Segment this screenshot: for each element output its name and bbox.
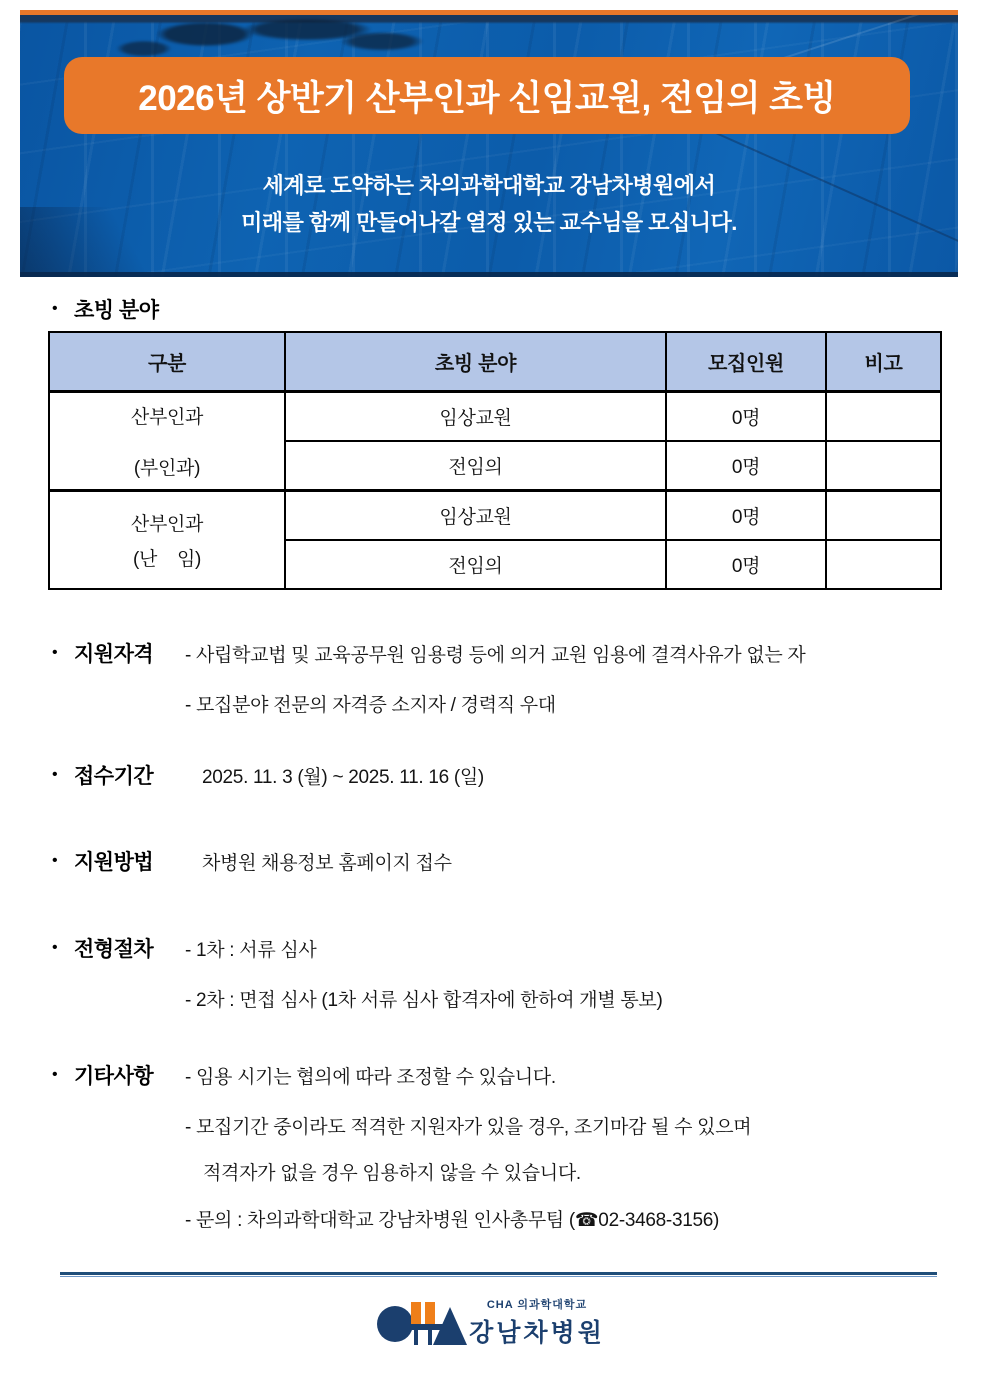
how-to-apply-value: 차병원 채용정보 홈페이지 접수 xyxy=(202,853,452,874)
cha-logo-icon xyxy=(377,1298,457,1348)
category-cell-infertility xyxy=(49,491,285,590)
col-header-category: 구분 xyxy=(49,332,285,392)
headcount-cell: 0명 xyxy=(666,491,826,541)
field-cell: 임상교원 xyxy=(285,491,666,541)
poster-subtitle xyxy=(20,167,958,241)
recruit-table xyxy=(48,331,942,590)
other-notes-item: - 모집기간 중이라도 적격한 지원자가 있을 경우, 조기마감 될 수 있으며 xyxy=(185,1117,752,1138)
headcount-cell: 0명 xyxy=(666,540,826,589)
logo-hospital-name: 강남차병원 xyxy=(469,1319,605,1347)
field-cell: 전임의 xyxy=(285,441,666,491)
footer-divider xyxy=(60,1272,937,1277)
qualification-item: - 모집분야 전문의 자격증 소지자 / 경력직 우대 xyxy=(185,695,556,716)
section-label-qualifications: 지원자격 xyxy=(74,643,154,666)
building-photo-background xyxy=(20,15,958,277)
category-line-2: (난 임) xyxy=(132,549,202,570)
section-label-how-to-apply: 지원방법 xyxy=(74,851,154,874)
bullet-selection-process: • xyxy=(52,939,58,956)
logo-text-block xyxy=(469,1296,605,1349)
category-line-1: 산부인과 xyxy=(130,407,204,428)
banner xyxy=(20,10,958,277)
cha-logo-orange-bar xyxy=(411,1302,421,1324)
section-label-other-notes: 기타사항 xyxy=(74,1065,154,1088)
col-header-field: 초빙 분야 xyxy=(285,332,666,392)
category-cell-gynecology xyxy=(49,392,285,491)
category-line-1: 산부인과 xyxy=(130,514,204,535)
col-header-headcount: 모집인원 xyxy=(666,332,826,392)
selection-process-item: - 1차 : 서류 심사 xyxy=(185,940,317,961)
hospital-logo xyxy=(0,1296,982,1349)
table-header-row xyxy=(49,332,941,392)
cha-logo-leg xyxy=(428,1330,432,1345)
bullet-how-to-apply: • xyxy=(52,852,58,869)
headcount-cell: 0명 xyxy=(666,392,826,442)
application-period-value: 2025. 11. 3 (월) ~ 2025. 11. 16 (일) xyxy=(202,767,484,788)
note-cell xyxy=(826,392,941,442)
field-cell: 전임의 xyxy=(285,540,666,589)
logo-university-name: CHA 의과학대학교 xyxy=(486,1299,588,1311)
cha-logo-leg xyxy=(414,1330,418,1345)
note-cell xyxy=(826,491,941,541)
other-notes-item-continuation: 적격자가 없을 경우 임용하지 않을 수 있습니다. xyxy=(203,1163,581,1184)
poster-title: 2026년 상반기 산부인과 신임교원, 전임의 초빙 xyxy=(138,78,836,118)
recruit-heading: 초빙 분야 xyxy=(74,299,159,322)
field-cell: 임상교원 xyxy=(285,392,666,442)
tree-silhouette xyxy=(110,15,450,63)
other-notes-contact: - 문의 : 차의과학대학교 강남차병원 인사총무팀 (☎02-3468-3156) xyxy=(185,1210,720,1231)
other-notes-item: - 임용 시기는 협의에 따라 조정할 수 있습니다. xyxy=(185,1067,556,1088)
note-cell xyxy=(826,540,941,589)
bullet-recruit-heading: • xyxy=(52,300,58,317)
subtitle-line-2: 미래를 함께 만들어나갈 열정 있는 교수님을 모십니다. xyxy=(241,210,737,235)
banner-bottom-edge xyxy=(20,272,958,277)
bullet-qualifications: • xyxy=(52,644,58,661)
bullet-other-notes: • xyxy=(52,1066,58,1083)
headcount-cell: 0명 xyxy=(666,441,826,491)
note-cell xyxy=(826,441,941,491)
cha-logo-triangle xyxy=(433,1307,467,1345)
title-box xyxy=(64,57,910,134)
subtitle-line-1: 세계로 도약하는 차의과학대학교 강남차병원에서 xyxy=(262,173,716,198)
table-row xyxy=(49,491,941,541)
bullet-application-period: • xyxy=(52,766,58,783)
qualification-item: - 사립학교법 및 교육공무원 임용령 등에 의거 교원 임용에 결격사유가 없는 자 xyxy=(185,645,806,666)
section-label-selection-process: 전형절차 xyxy=(74,938,154,961)
selection-process-item: - 2차 : 면접 심사 (1차 서류 심사 합격자에 한하여 개별 통보) xyxy=(185,990,663,1011)
category-line-2: (부인과) xyxy=(133,458,201,479)
col-header-note: 비고 xyxy=(826,332,941,392)
section-label-application-period: 접수기간 xyxy=(74,765,154,788)
table-row xyxy=(49,392,941,442)
